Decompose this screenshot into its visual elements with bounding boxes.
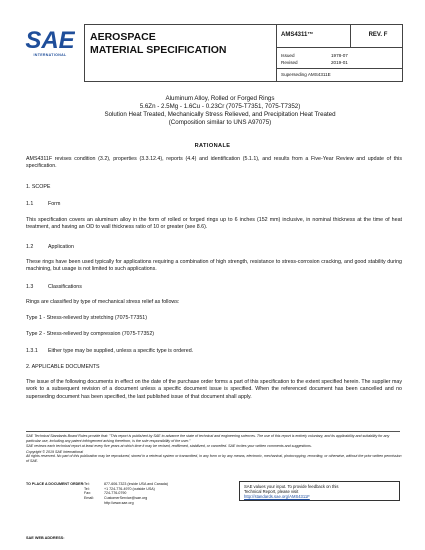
subsection-title: Form bbox=[48, 201, 61, 207]
fineprint-paragraph: SAE reviews each technical report at least every five years at which time it may be revised, reaffirmed, stabilized, or cancelled. SAE invites your written comments and suggestions. bbox=[26, 444, 312, 449]
document-title bbox=[90, 31, 274, 56]
fineprint-block bbox=[26, 434, 402, 464]
order-label: TO PLACE A DOCUMENT ORDER: bbox=[26, 482, 85, 486]
logo-text: SAE bbox=[25, 27, 75, 52]
fax-value: 724-776-0790 bbox=[104, 491, 127, 496]
header-divider bbox=[276, 47, 403, 48]
fax-label: Fax: bbox=[84, 491, 91, 496]
section-heading: 1. SCOPE bbox=[26, 184, 51, 190]
contact-labels bbox=[84, 482, 94, 501]
tel-label: Tel: bbox=[84, 486, 90, 491]
revision-label: REV. F bbox=[368, 32, 388, 38]
section-heading: 2. APPLICABLE DOCUMENTS bbox=[26, 364, 100, 370]
document-number: AMS4311™ bbox=[281, 32, 314, 38]
header-divider bbox=[276, 24, 277, 82]
feedback-line: SAE values your input. To provide feedback on this bbox=[244, 484, 339, 489]
logo-subtitle: INTERNATIONAL bbox=[33, 53, 67, 57]
header-divider bbox=[350, 24, 351, 47]
subsection-number: 1.2 bbox=[26, 244, 34, 250]
fineprint-paragraph: SAE Technical Standards Board Rules provide that: "This report is published by SAE to advance the state of technical and engineering sciences. The use of this report is entirely voluntary, and its applicability and suitability for any particular use, including any patent infringement arising therefrom, is the sole responsibility of the user." bbox=[26, 434, 390, 443]
contact-values bbox=[104, 482, 168, 506]
subtitle-line: Aluminum Alloy, Rolled or Forged Rings bbox=[165, 95, 275, 102]
feedback-box bbox=[239, 481, 400, 501]
revised-value: 2019-01 bbox=[331, 60, 348, 65]
web-address-label: SAE WEB ADDRESS: bbox=[26, 536, 65, 540]
subsection-number: 1.3 bbox=[26, 284, 34, 290]
subsection-heading bbox=[26, 244, 74, 250]
revised-label: Revised bbox=[281, 60, 298, 65]
subsection-heading bbox=[26, 201, 60, 207]
tel-value: +1 724-776-4970 (outside USA) bbox=[104, 486, 155, 491]
divider bbox=[26, 431, 400, 432]
title-line: MATERIAL SPECIFICATION bbox=[90, 43, 227, 56]
subtitle-line: 5.6Zn - 2.5Mg - 1.6Cu - 0.23Cr (7075-T7351, 7075-T7352) bbox=[139, 103, 301, 110]
paragraph: These rings have been used typically for applications requiring a combination of high strength, resistance to stress-corrosion cracking, and good stability during machining, but usage is not limited to such applications. bbox=[26, 259, 402, 273]
subsection-text: Either type may be supplied, unless a specific type is ordered. bbox=[48, 348, 194, 354]
issued-label: Issued bbox=[281, 53, 295, 58]
tel-label: Tel: bbox=[84, 482, 90, 486]
rationale-heading: RATIONALE bbox=[194, 143, 231, 149]
sae-logo bbox=[25, 26, 75, 52]
paragraph: The issue of the following documents in effect on the date of the purchase order forms a part of this specification to the extent specified herein. The supplier may work to a subsequent revision of a document unless a specific document issue is specified. When the referenced document has been cancelled and no superseding document has been specified, the last published issue of that document shall apply. bbox=[26, 379, 402, 400]
subtitle-line: (Composition similar to UNS A97075) bbox=[168, 119, 272, 126]
copyright: Copyright © 2019 SAE International bbox=[26, 449, 83, 454]
subsection-title: Classifications bbox=[48, 284, 82, 290]
tel-value: 877-606-7323 (inside USA and Canada) bbox=[104, 482, 168, 486]
paragraph: This specification covers an aluminum alloy in the form of rolled or forged rings up to 6 inches (152 mm) inclusive, in nominal thickness at the time of heat treatment, and having an OD to wall thickness ratio of 10 or greater (see 8.6). bbox=[26, 217, 402, 231]
feedback-link[interactable]: http://standards.sae.org/AMS4311F bbox=[244, 494, 310, 500]
superseding-note: Superseding AMS4311E bbox=[281, 72, 331, 77]
subsection-number: 1.3.1 bbox=[26, 348, 38, 354]
email-link[interactable]: CustomerService@sae.org bbox=[104, 496, 148, 501]
subsection-heading bbox=[26, 284, 82, 290]
classification-type: Type 1 - Stress-relieved by stretching (7075-T7351) bbox=[26, 315, 148, 321]
subsection-title: Application bbox=[48, 244, 74, 250]
paragraph: Rings are classified by type of mechanical stress relief as follows: bbox=[26, 299, 180, 305]
title-line: AEROSPACE bbox=[90, 31, 156, 43]
header-divider bbox=[276, 68, 403, 69]
rationale-text: AMS4311F revises condition (3.2), properties (3.3.12.4), reports (4.4) and identification (5.1.1), and results from a Five-Year Review and update of this specification. bbox=[26, 156, 402, 170]
website-link[interactable]: http://www.sae.org bbox=[104, 500, 134, 505]
subtitle-line: Solution Heat Treated, Mechanically Stress Relieved, and Precipitation Heat Treated bbox=[104, 111, 336, 118]
issued-value: 1978-07 bbox=[331, 53, 348, 58]
classification-type: Type 2 - Stress-relieved by compression (7075-T7352) bbox=[26, 331, 155, 337]
subsection-heading bbox=[26, 348, 193, 354]
email-label: Email: bbox=[84, 496, 94, 501]
subtitle-block bbox=[60, 95, 380, 127]
subsection-number: 1.1 bbox=[26, 201, 34, 207]
fineprint-paragraph: All rights reserved. No part of this publication may be reproduced, stored in a retrieval system or transmitted, in any form or by any means, electronic, mechanical, photocopying, recording, or otherwise, without the prior written permission of SAE. bbox=[26, 454, 402, 463]
feedback-line: Technical Report, please visit bbox=[244, 489, 299, 495]
